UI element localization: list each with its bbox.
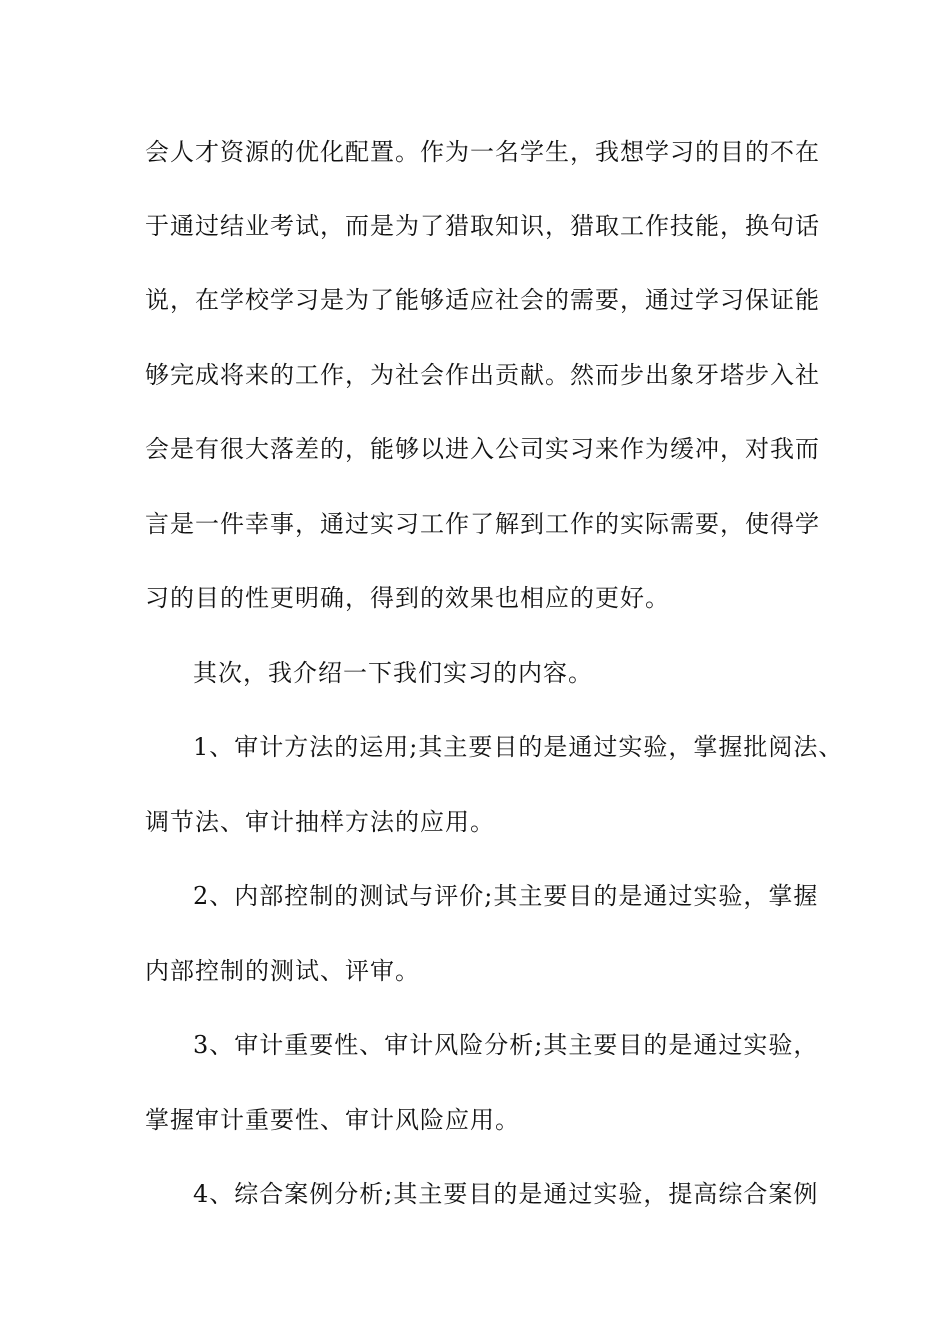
- paragraph-line: 言是一件幸事，通过实习工作了解到工作的实际需要，使得学: [145, 510, 820, 538]
- list-item-line: 1、审计方法的运用;其主要目的是通过实验，掌握批阅法、: [193, 733, 844, 761]
- paragraph-line: 够完成将来的工作，为社会作出贡献。然而步出象牙塔步入社: [145, 361, 820, 389]
- list-item-line: 4、综合案例分析;其主要目的是通过实验，提高综合案例: [193, 1180, 819, 1208]
- list-item-line: 掌握审计重要性、审计风险应用。: [145, 1106, 520, 1134]
- paragraph-line: 于通过结业考试，而是为了猎取知识，猎取工作技能，换句话: [145, 212, 820, 240]
- paragraph-line: 其次，我介绍一下我们实习的内容。: [193, 659, 593, 687]
- list-item-line: 2、内部控制的测试与评价;其主要目的是通过实验，掌握: [193, 882, 819, 910]
- paragraph-line: 会是有很大落差的，能够以进入公司实习来作为缓冲，对我而: [145, 435, 820, 463]
- list-item-line: 3、审计重要性、审计风险分析;其主要目的是通过实验，: [193, 1031, 819, 1059]
- paragraph-line: 会人才资源的优化配置。作为一名学生，我想学习的目的不在: [145, 138, 820, 166]
- list-item-line: 调节法、审计抽样方法的应用。: [145, 808, 495, 836]
- paragraph-line: 说，在学校学习是为了能够适应社会的需要，通过学习保证能: [145, 286, 820, 314]
- list-item-line: 内部控制的测试、评审。: [145, 957, 420, 985]
- paragraph-line: 习的目的性更明确，得到的效果也相应的更好。: [145, 584, 670, 612]
